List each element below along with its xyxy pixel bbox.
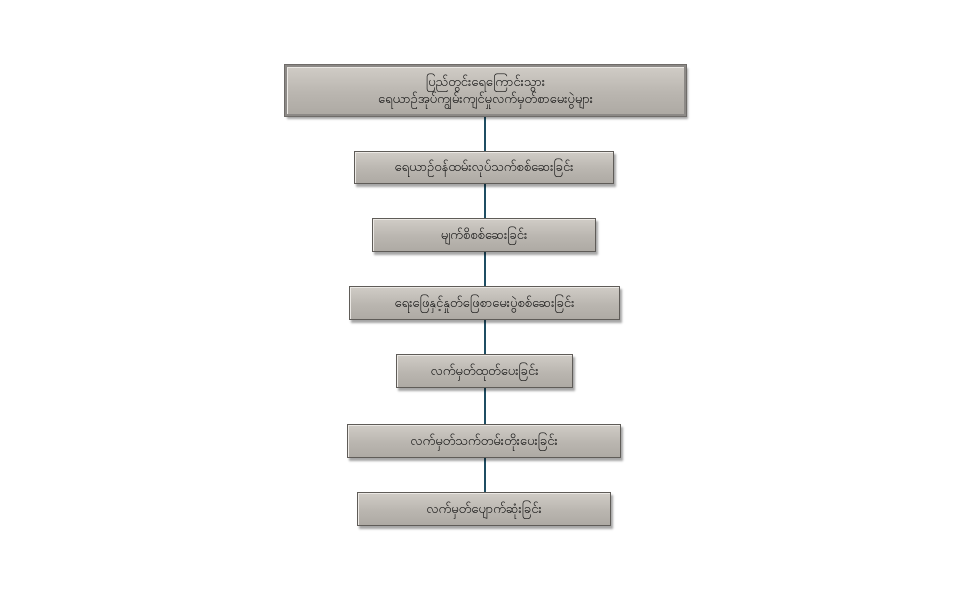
connector-line	[484, 116, 486, 152]
flow-box-title-line2: ရေယာဉ်အုပ်ကျွမ်းကျင်မှုလက်မှတ်စာမေးပွဲများ	[378, 91, 593, 107]
flow-box-label: မျက်စိစစ်ဆေးခြင်း	[440, 227, 528, 243]
flow-box-label: လက်မှတ်ပျောက်ဆုံးခြင်း	[426, 501, 542, 517]
connector-line	[484, 320, 486, 354]
connector-line	[484, 388, 486, 424]
flow-box-label: ရေးဖြေနှင့်နှုတ်ဖြေစာမေးပွဲစစ်ဆေးခြင်း	[394, 295, 575, 311]
flow-box-certificate-renewal	[347, 424, 621, 458]
flow-box-eye-test	[372, 218, 596, 252]
flow-box-label: လက်မှတ်ထုတ်ပေးခြင်း	[430, 363, 539, 379]
flow-box-certificate-lost	[357, 492, 611, 526]
flow-box-written-oral-exam	[349, 286, 620, 320]
connector-line	[484, 184, 486, 218]
flow-box-service-record-check	[354, 151, 614, 184]
flow-box-label: ရေယာဉ်ဝန်ထမ်းလုပ်သက်စစ်ဆေးခြင်း	[394, 160, 574, 175]
flow-box-title-line1: ပြည်တွင်းရေကြောင်းသွား	[425, 74, 546, 90]
flow-box-certificate-issue	[396, 354, 573, 388]
connector-line	[484, 458, 486, 492]
flow-box-label: လက်မှတ်သက်တမ်းတိုးပေးခြင်း	[410, 433, 558, 449]
flow-box-title	[285, 65, 686, 116]
connector-line	[484, 252, 486, 286]
